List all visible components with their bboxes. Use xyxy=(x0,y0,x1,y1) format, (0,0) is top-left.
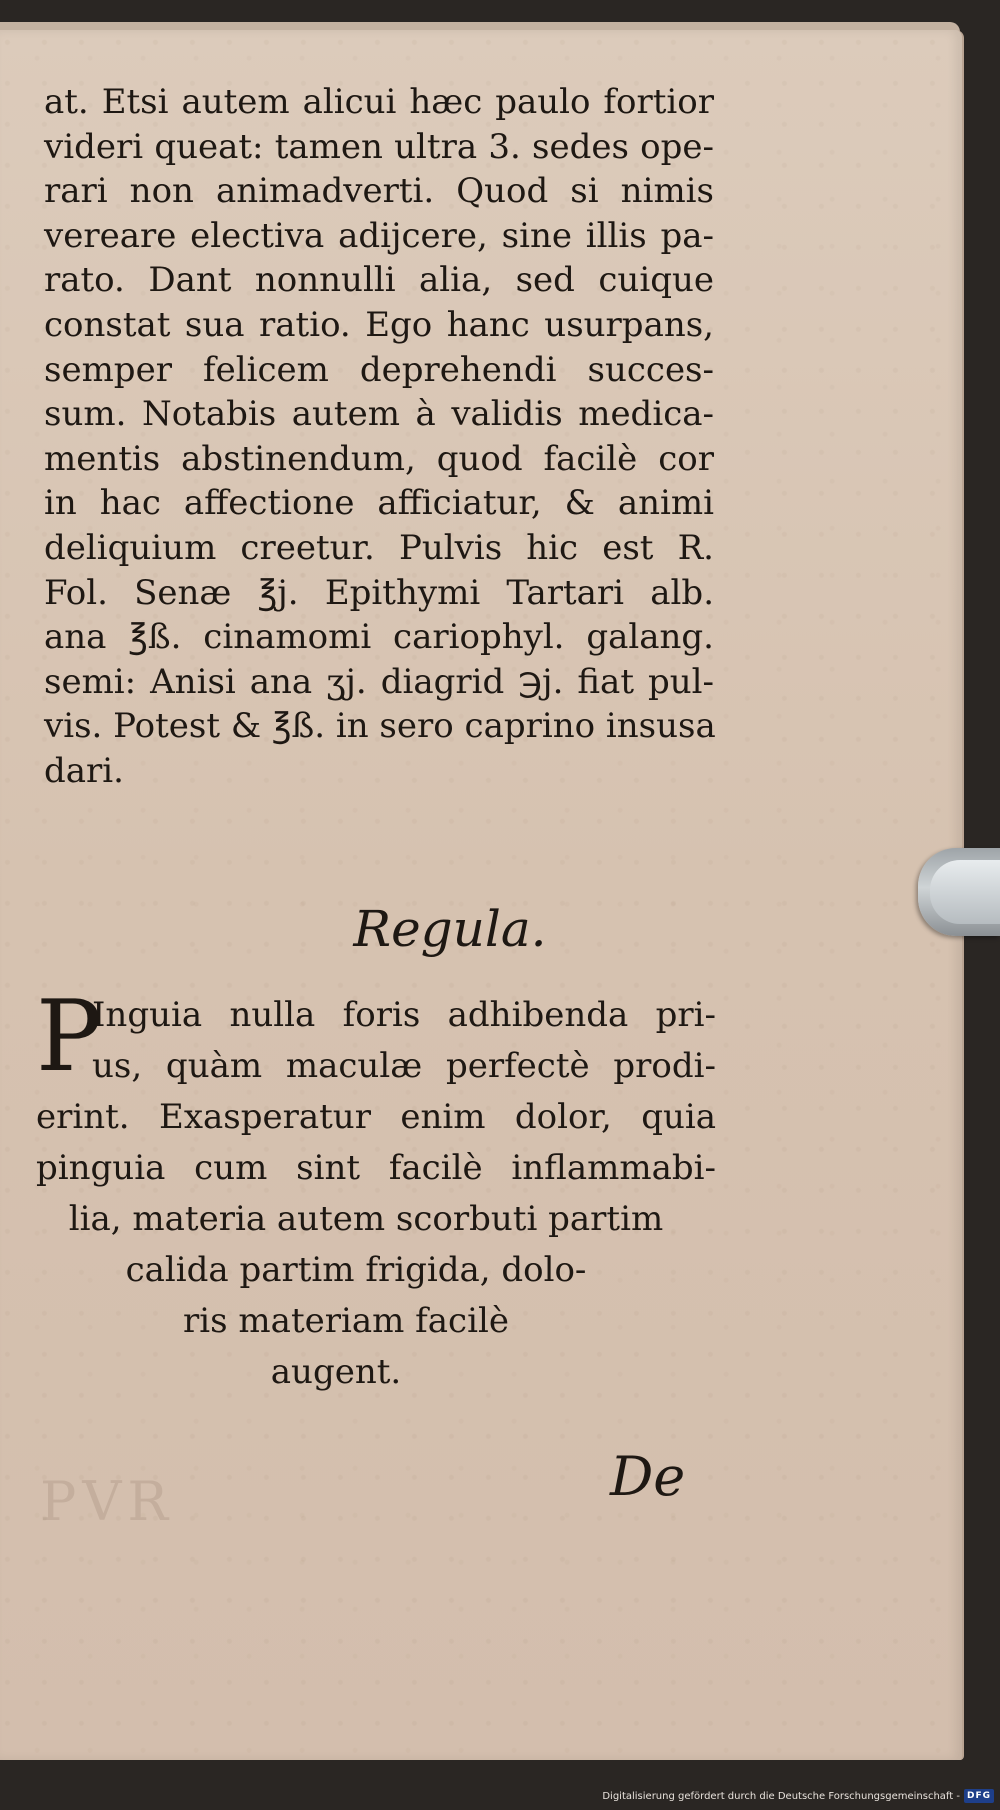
book-page xyxy=(0,30,964,1760)
drop-cap: P xyxy=(36,980,102,1094)
text-line: semi: Anisi ana ʒj. diagrid ℈j. fiat pul- xyxy=(44,661,714,702)
page-clip-highlight xyxy=(930,860,1000,924)
text-line: calida partim frigida, dolo- xyxy=(125,1250,587,1290)
text-line: erint. Exasperatur enim dolor, quia xyxy=(36,1097,716,1137)
text-line: augent. xyxy=(270,1352,402,1392)
page-clip-icon xyxy=(918,848,1000,936)
main-text-block xyxy=(44,80,714,794)
text-line: deliquium creetur. Pulvis hic est R. xyxy=(44,527,714,568)
text-line: at. Etsi autem alicui hæc paulo fortior xyxy=(44,82,714,122)
text-line: rato. Dant nonnulli alia, sed cuique xyxy=(44,260,714,301)
catchword: De xyxy=(610,1445,686,1508)
text-line: pinguia cum sint facilè inflammabi- xyxy=(36,1148,716,1188)
text-line: vis. Potest & ℥ß. in sero caprino insusa xyxy=(44,706,716,747)
text-line: sum. Notabis autem à validis medica- xyxy=(44,394,714,435)
text-line: in hac affectione afficiatur, & animi xyxy=(44,483,714,524)
text-line: us, quàm maculæ perfectè prodi- xyxy=(92,1046,716,1086)
section-heading: Regula. xyxy=(353,900,547,958)
text-line: dari. xyxy=(44,750,124,791)
bleed-through-text: PVR xyxy=(40,1470,174,1533)
rule-text-block xyxy=(36,980,716,1398)
text-line: semper felicem deprehendi succes- xyxy=(44,349,714,390)
dfg-logo-icon: DFG xyxy=(964,1789,994,1803)
text-line: Inguia nulla foris adhibenda pri- xyxy=(92,995,716,1035)
digitization-footer xyxy=(602,1786,994,1806)
text-line: ris materiam facilè xyxy=(183,1301,509,1341)
text-line: mentis abstinendum, quod facilè cor xyxy=(44,438,714,479)
text-line: vereare electiva adijcere, sine illis pa- xyxy=(44,215,714,256)
text-line: Fol. Senæ ℥j. Epithymi Tartari alb. xyxy=(44,572,714,613)
text-line: lia, materia autem scorbuti partim xyxy=(68,1199,664,1239)
text-line: ana ℥ß. cinamomi cariophyl. galang. xyxy=(44,617,714,658)
text-line: constat sua ratio. Ego hanc usurpans, xyxy=(44,304,714,345)
footer-credit-text: Digitalisierung gefördert durch die Deutsche Forschungsgemeinschaft - xyxy=(602,1790,960,1802)
text-line: videri queat: tamen ultra 3. sedes ope- xyxy=(44,126,714,167)
text-line: rari non animadverti. Quod si nimis xyxy=(44,171,714,212)
